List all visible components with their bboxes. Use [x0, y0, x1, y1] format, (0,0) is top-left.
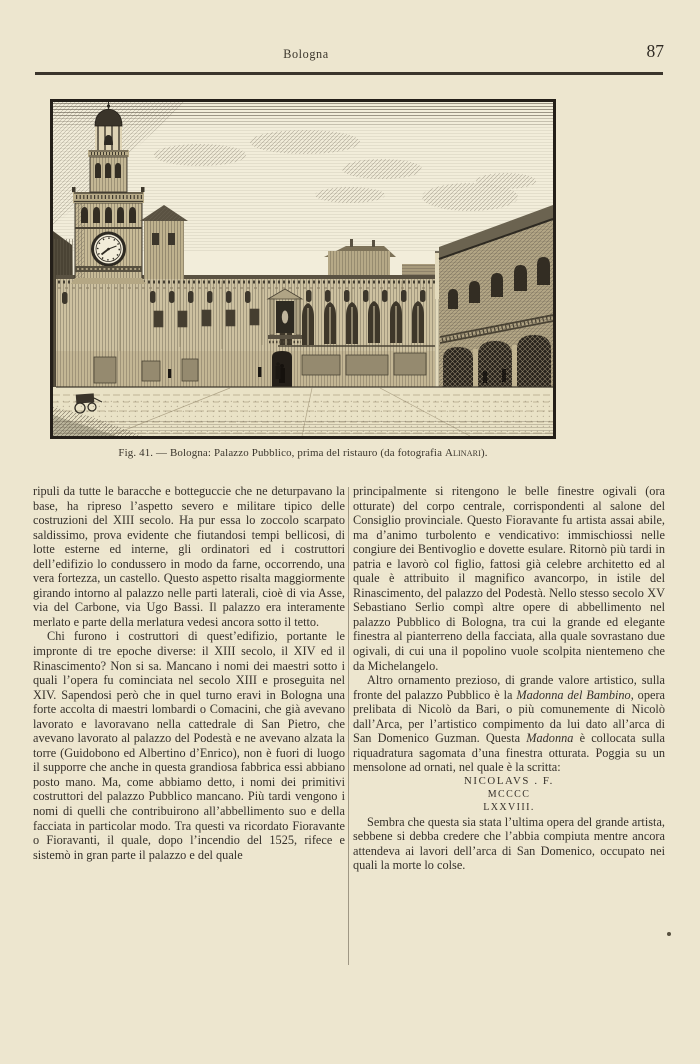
column-divider-rule	[348, 487, 349, 965]
engraving-palazzo-pubblico-bologna	[50, 99, 556, 439]
text-segment: è collocata sulla riquadratura sagomata d’una finestra otturata. Poggia su un mensolone ad ornati, nel quale è la scritta:	[353, 731, 665, 775]
text-segment: ).	[480, 447, 488, 459]
text-segment: , opera prelibata di Nicolò da Bari, o più comunemente di Nicolò dall’Arca, per l’artistico compimento da lui dato all’arca di San Domenico Guzman. Questa	[353, 687, 665, 746]
paragraph	[353, 673, 665, 775]
text-segment: Fig. 41. — Bologna: Palazzo Pubblico, prima del ristauro (da fotografia	[118, 447, 445, 459]
page-number: 87	[646, 41, 664, 61]
text-segment: Alinari	[444, 447, 481, 459]
text-column-right	[353, 484, 665, 873]
paragraph	[33, 629, 345, 862]
text-segment: Madonna	[526, 731, 574, 746]
text-segment: ripuli da tutte le baracche e botteguccie che ne deturpavano la base, ha ripreso l’aspetto severo e militare tipico delle costruzioni del XIII secolo. Ha pur essa lo zoccolo scarpato saldissimo, prova evidente che fiutandosi tempi bellicosi, di lotte esterne ed interne, gli ordinatori ed i costruttori dell’edifizio lo condussero in modo da farne, occorrendo, una vera fortezza, un castello. Questo aspetto risalta maggiormente girando intorno al palazzo nelle parti laterali, cioè di via Asse, via del Carbone, via Ugo Bassi. Il palazzo era interamente merlato e parte della merlatura vedesi ancora sotto il tetto.	[33, 484, 345, 629]
text-segment: Sembra che questa sia stata l’ultima opera del grande artista, sebbene si debba credere che l’abbia compiuta mentre ancora attendeva ai lavori dell’arca di San Domenico, occupato nei quali la morte lo colse.	[353, 814, 665, 873]
text-segment: Chi furono i costruttori di quest’edifizio, portante le impronte di tre epoche diverse: il XIII secolo, il XIV ed il Rinascimento? Non si sa. Mancano i nomi dei maestri sotto i quali l’opera fu cominciata nel secolo XIII e proseguita nel XIV. Sapendosi però che in quel turno eravi in Bologna una forte accolta di maestri lombardi o Comacini, che già avevano lavorato e lavoravano nella cattedrale di San Pietro, che avevano lavorato al palazzo del Podestà e ne avevano alzata la torre (Guidobono ed Albertino d’Enrico), non è fuori di luogo il supporre che anche in questa grandiosa fabbrica essi abbiano posto mano. Ma, come abbiamo detto, i nomi dei primitivi costruttori del palazzo Pubblico mancano. Più tardi vengono i nomi di quelli che contribuirono all’abbellimento suo e della facciata in particolar modo. Tra questi va ricordato Fioravante o Fioravanti, il quale, dopo l’incendio del 1525, rifece e sistemò in gran parte il palazzo e del quale	[33, 629, 345, 862]
body-text	[33, 484, 665, 873]
text-segment: LXXVIII.	[483, 802, 535, 814]
text-column-left	[33, 484, 345, 873]
text-segment: MCCCC	[487, 789, 531, 801]
figure-caption	[40, 447, 566, 459]
text-segment: Madonna del Bambino	[516, 687, 631, 702]
piazza-ground	[53, 387, 553, 437]
inscription-line	[353, 788, 665, 801]
text-segment: NICOLAVS . F.	[464, 774, 554, 787]
paragraph	[353, 815, 665, 873]
clock-face	[91, 232, 126, 267]
ink-speck	[667, 932, 671, 936]
text-segment: Altro ornamento prezioso, di grande valore artistico, sulla fronte del palazzo Pubblico è la	[353, 673, 665, 702]
figure-plate	[50, 99, 556, 439]
palazzo-facade	[56, 275, 440, 387]
text-segment: principalmente si ritengono le belle finestre ogivali (ora otturate) del corpo centrale, corrispondenti al salone del Consiglio provinciale. Questo Fioravante fu artista assai abile, ma d’animo turbolento e vendicativo: immischiossi nelle congiure dei Bentivoglio e dovette esulare. Ritornò più tardi in patria e lavorò col figlio, fattosi già celebre architetto ed al quale è attribuito il magnifico avancorpo, in istile del Rinascimento, del palazzo del Podestà. Nello stesso secolo XV Sebastiano Serlio compì altre opere di abbellimento nel palazzo Pubblico di Bologna, tra cui la grande ed elegante finestra al pianterreno della facciata, alla quale sovrastano due ogivali, di cui una il popolino vuole scolpita nientemeno che da Michelangelo.	[353, 484, 665, 673]
paragraph	[353, 484, 665, 673]
inscription-line	[353, 775, 665, 788]
doorway	[272, 351, 292, 387]
paragraph	[33, 484, 345, 629]
inscription-line	[353, 801, 665, 814]
running-title: Bologna	[283, 47, 329, 61]
header-rule	[35, 72, 663, 75]
